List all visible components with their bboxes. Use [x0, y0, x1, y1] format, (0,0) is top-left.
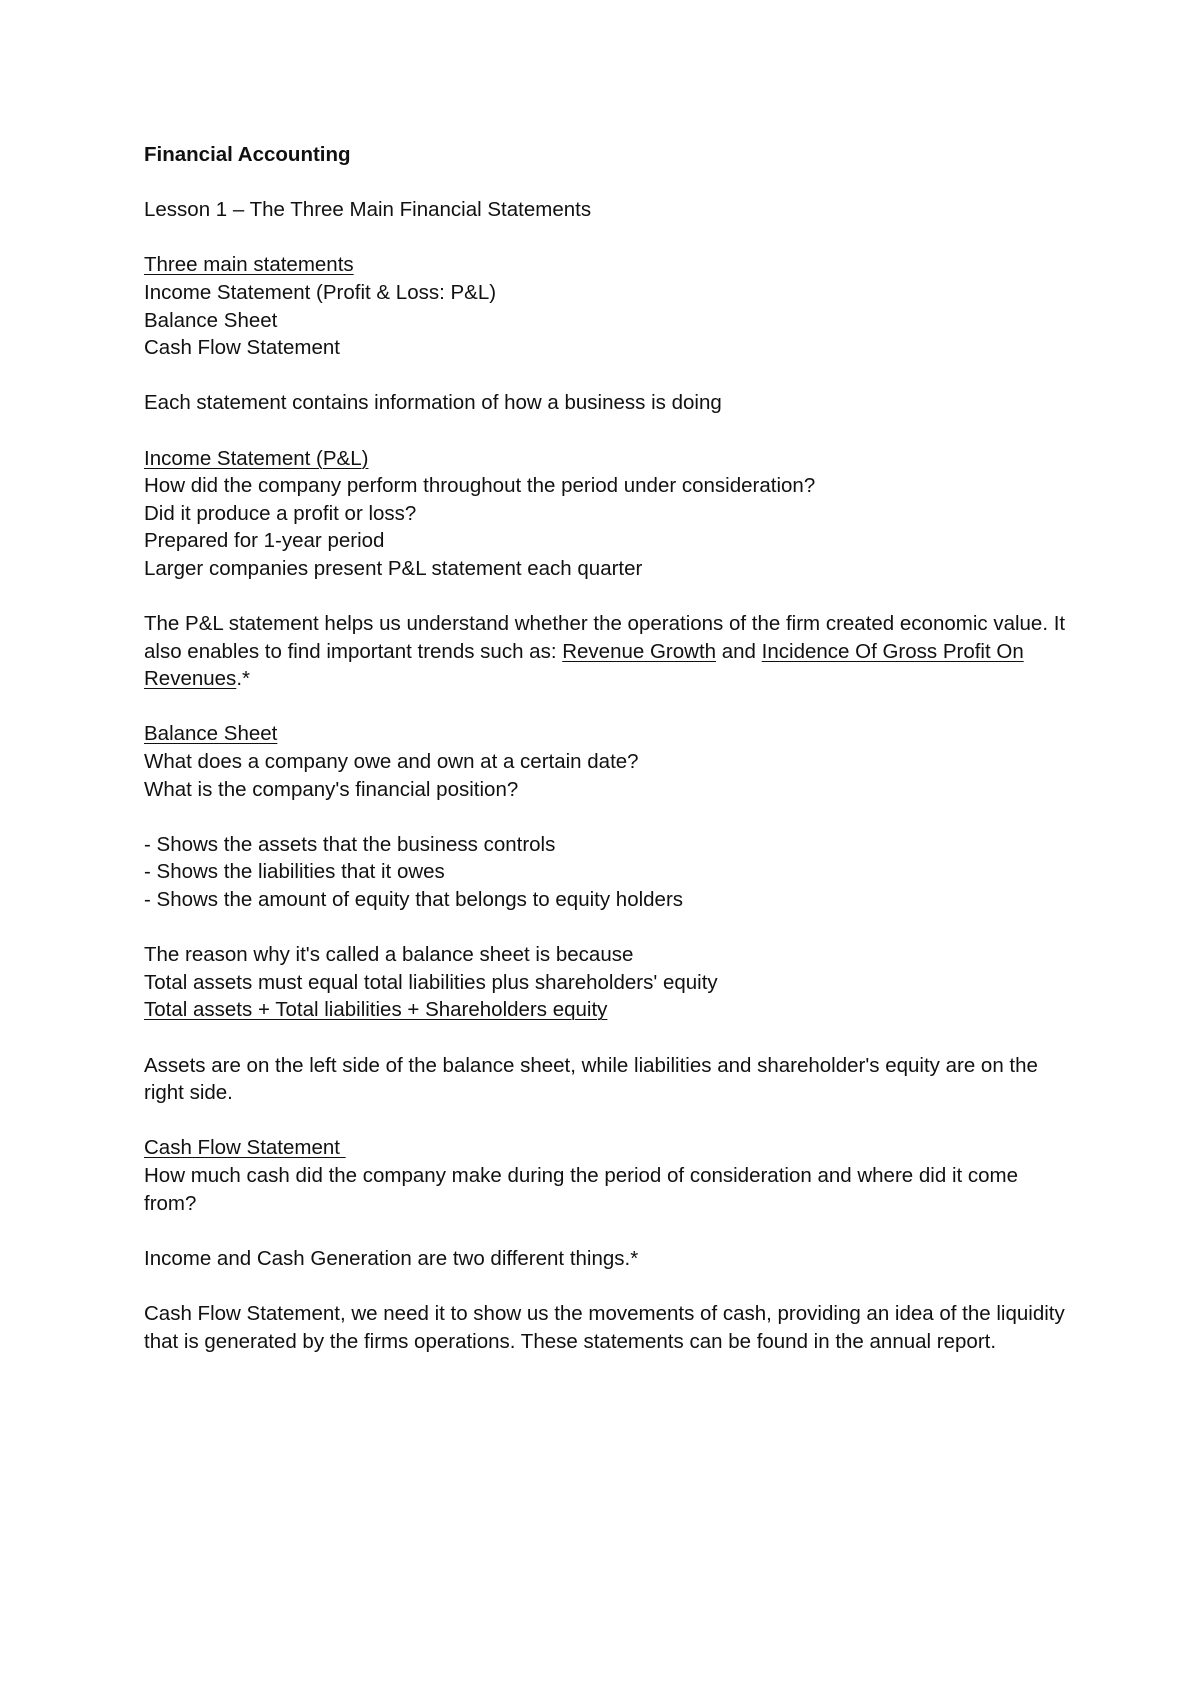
- balance-line: What does a company owe and own at a certain date?: [144, 750, 639, 774]
- balance-bullet: - Shows the assets that the business controls: [144, 832, 556, 856]
- spacer: [144, 417, 1074, 445]
- spacer: [144, 1107, 1074, 1135]
- income-line: Larger companies present P&L statement each quarter: [144, 556, 643, 580]
- section-heading-cashflow: Cash Flow Statement: [144, 1136, 346, 1160]
- balance-line: What is the company's financial position?: [144, 777, 519, 801]
- each-statement-text: Each statement contains information of how a business is doing: [144, 391, 722, 415]
- spacer: [144, 914, 1074, 942]
- spacer: [144, 362, 1074, 390]
- cashflow-paragraph: Cash Flow Statement, we need it to show us the movements of cash, providing an idea of the liquidity that is generated by the firms operations. These statements can be found in the annual report.: [144, 1301, 1065, 1353]
- income-line: Prepared for 1-year period: [144, 529, 385, 553]
- revenue-growth-term: Revenue Growth: [562, 639, 717, 663]
- income-paragraph-text: The P&L statement helps us understand whether the operations of the firm created economic value. It also enables to find important trends such as:: [144, 612, 1066, 663]
- spacer: [144, 1217, 1074, 1245]
- spacer: [144, 169, 1074, 197]
- statement-item: Income Statement (Profit & Loss: P&L): [144, 280, 497, 304]
- statement-item: Cash Flow Statement: [144, 336, 340, 360]
- gross-profit-term: Incidence Of Gross Profit On Revenues: [144, 639, 1024, 691]
- spacer: [144, 693, 1074, 721]
- spacer: [144, 583, 1074, 611]
- income-line: Did it produce a profit or loss?: [144, 501, 417, 525]
- income-paragraph: [144, 610, 1074, 693]
- section-heading-income: Income Statement (P&L): [144, 446, 369, 470]
- balance-bullet: - Shows the liabilities that it owes: [144, 860, 445, 884]
- section-heading-balance: Balance Sheet: [144, 722, 278, 746]
- spacer: [144, 1272, 1074, 1300]
- income-paragraph-and: and: [716, 639, 762, 663]
- spacer: [144, 224, 1074, 252]
- spacer: [144, 1024, 1074, 1052]
- income-paragraph-end: .*: [236, 667, 250, 691]
- document-body: [144, 141, 1074, 1355]
- document-title: Financial Accounting: [144, 143, 351, 166]
- lesson-title: Lesson 1 – The Three Main Financial Statements: [144, 198, 592, 222]
- balance-sides-paragraph: Assets are on the left side of the balance sheet, while liabilities and shareholder's equity are on the right side.: [144, 1053, 1038, 1105]
- cashflow-question: How much cash did the company make during the period of consideration and where did it come from?: [144, 1163, 1019, 1215]
- income-vs-cash-text: Income and Cash Generation are two different things.*: [144, 1246, 639, 1270]
- section-heading-three-main: Three main statements: [144, 253, 354, 277]
- balance-formula: Total assets + Total liabilities + Shareholders equity: [144, 998, 608, 1022]
- statement-item: Balance Sheet: [144, 308, 278, 332]
- balance-reason: Total assets must equal total liabilities plus shareholders' equity: [144, 970, 718, 994]
- spacer: [144, 803, 1074, 831]
- balance-bullet: - Shows the amount of equity that belongs to equity holders: [144, 888, 684, 912]
- income-line: How did the company perform throughout the period under consideration?: [144, 474, 816, 498]
- balance-reason: The reason why it's called a balance sheet is because: [144, 943, 634, 967]
